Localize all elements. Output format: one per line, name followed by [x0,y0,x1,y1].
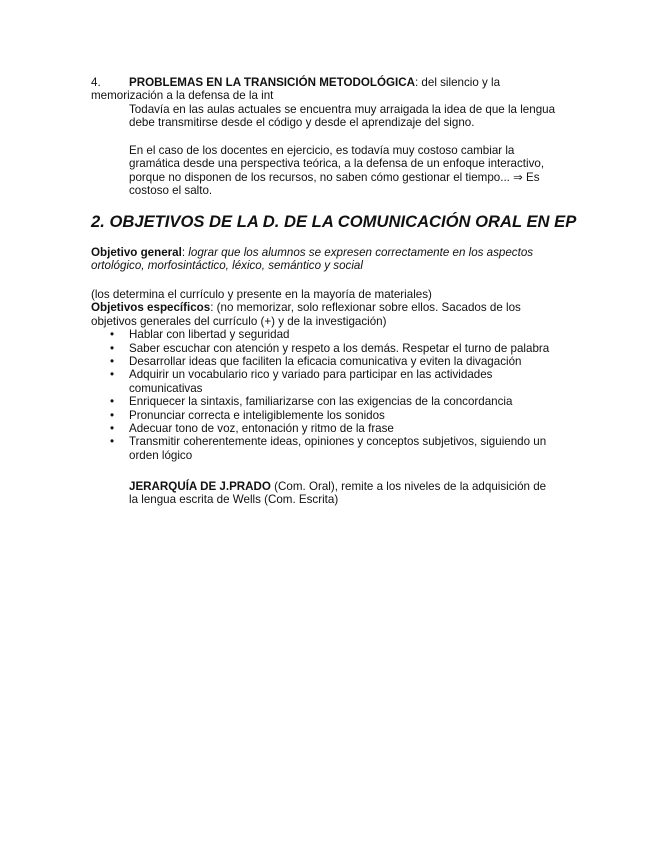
section-title: PROBLEMAS EN LA TRANSICIÓN METODOLÓGICA [129,76,415,89]
list-item [91,342,571,355]
bullet-icon: • [110,435,115,449]
paragraph-2-line-3: porque no disponen de los recursos, no saben cómo gestionar el tiempo... ⇒ Es [129,170,540,184]
section-2-heading: 2. OBJETIVOS DE LA D. DE LA COMUNICACIÓN ORAL EN EP [91,212,577,231]
list-item [91,328,571,341]
bullet-icon: • [110,422,115,436]
list-item-continuation [91,382,571,395]
determina-line: (los determina el currículo y presente en la mayoría de materiales) [91,288,432,301]
objetivos-especificos [91,288,571,462]
list-item-text: Desarrollar ideas que faciliten la eficacia comunicativa y eviten la divagación [129,355,522,369]
list-item [91,395,571,408]
paragraph-1-line-2: debe transmitirse desde el código y desde el aprendizaje del signo. [129,116,475,130]
objectives-list [91,328,571,462]
objetivos-especificos-label: Objetivos específicos [91,301,211,315]
section-number: 4. [91,76,101,89]
objetivo-general-separator: : [181,246,189,259]
list-item-text: Pronunciar correcta e inteligiblemente los sonidos [129,408,385,422]
list-item-text: Adquirir un vocabulario rico y variado para participar en las actividades [129,368,493,382]
objetivo-general-line-2 [91,259,571,272]
objetivos-especificos-line-2: objetivos generales del currículo (+) y de la investigación) [91,314,387,328]
bullet-icon: • [110,341,115,355]
list-item [91,368,571,381]
paragraph-2-line-1: En el caso de los docentes en ejercicio, es todavía muy costoso cambiar la [129,144,515,157]
list-item-text: Saber escuchar con atención y respeto a los demás. Respetar el turno de palabra [129,341,550,355]
objetivo-general-text-2: ortológico, morfosintáctico, léxico, semántico y social [91,259,363,273]
list-item [91,409,571,422]
jerarquia-title: JERARQUÍA DE J.PRADO [129,480,271,493]
bullet-icon: • [110,355,115,369]
jerarquia-line-2: la lengua escrita de Wells (Com. Escrita) [129,493,339,507]
objetivo-general [91,246,571,273]
objetivo-general-text-1: lograr que los alumnos se expresen correctamente en los aspectos [188,246,534,259]
list-item-text: orden lógico [129,448,193,462]
jerarquia-text-1: (Com. Oral), remite a los niveles de la adquisición de [270,480,547,493]
bullet-icon: • [110,328,115,342]
list-item-continuation [91,449,571,462]
objetivo-general-line-1 [91,246,571,259]
section-4-line-2: memorización a la defensa de la int [91,89,274,103]
objetivos-especificos-line-1 [91,301,571,314]
jerarquia-paragraph [91,480,571,507]
list-item-text: Transmitir coherentemente ideas, opiniones y conceptos subjetivos, siguiendo un [129,435,547,449]
list-item [91,422,571,435]
section-title-rest: : del silencio y la [414,76,501,89]
list-item [91,435,571,448]
list-item-text: Enriquecer la sintaxis, familiarizarse con las exigencias de la concordancia [129,395,513,409]
section-4 [91,76,571,130]
jerarquia-line-1 [91,480,571,493]
bullet-icon: • [110,395,115,409]
list-item-text: Adecuar tono de voz, entonación y ritmo de la frase [129,422,394,436]
objetivo-general-label: Objetivo general [91,246,182,259]
list-item-text: comunicativas [129,381,203,395]
bullet-icon: • [110,368,115,382]
paragraph-2-line-4: costoso el salto. [129,184,213,198]
paragraph-2 [91,144,571,198]
list-item [91,355,571,368]
paragraph-2-line-2: gramática desde una perspectiva teórica, a la defensa de un enfoque interactivo, [129,157,545,171]
section-4-heading-line [91,76,571,89]
list-item-text: Hablar con libertad y seguridad [129,328,290,342]
paragraph-1-line-1: Todavía en las aulas actuales se encuentra muy arraigada la idea de que la lengua [129,102,556,116]
bullet-icon: • [110,408,115,422]
objetivos-especificos-text-1: : (no memorizar, solo reflexionar sobre ellos. Sacados de los [210,301,521,315]
